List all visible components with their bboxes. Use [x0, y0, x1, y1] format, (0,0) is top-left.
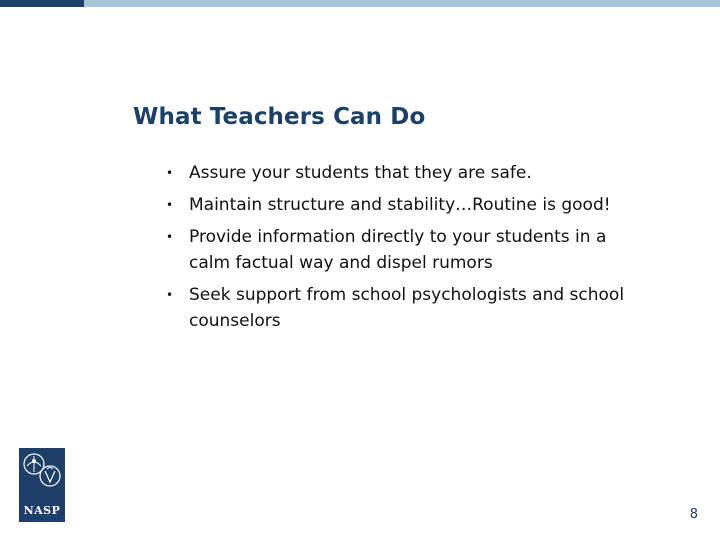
bullet-list	[166, 160, 646, 340]
bullet-icon: •	[166, 230, 174, 244]
svg-text:NASP: NASP	[23, 504, 61, 517]
bullet-icon: •	[166, 166, 174, 180]
bullet-item	[166, 224, 646, 276]
bullet-text: Maintain structure and stability…Routine is good!	[189, 195, 611, 215]
bullet-item	[166, 282, 646, 334]
nasp-logo	[19, 448, 65, 522]
bullet-item	[166, 192, 646, 218]
bullet-icon: •	[166, 288, 174, 302]
page-number: 8	[689, 507, 698, 522]
bullet-item	[166, 160, 646, 186]
bullet-text: Provide information directly to your students in a calm factual way and dispel rumors	[189, 227, 607, 273]
top-accent-bar-dark-segment	[0, 0, 84, 7]
bullet-text: Assure your students that they are safe.	[189, 163, 532, 183]
top-accent-bar	[0, 0, 720, 7]
bullet-text: Seek support from school psychologists and school counselors	[189, 285, 625, 331]
slide-title: What Teachers Can Do	[133, 104, 426, 130]
bullet-icon: •	[166, 198, 174, 212]
nasp-emblem-icon	[19, 448, 65, 522]
